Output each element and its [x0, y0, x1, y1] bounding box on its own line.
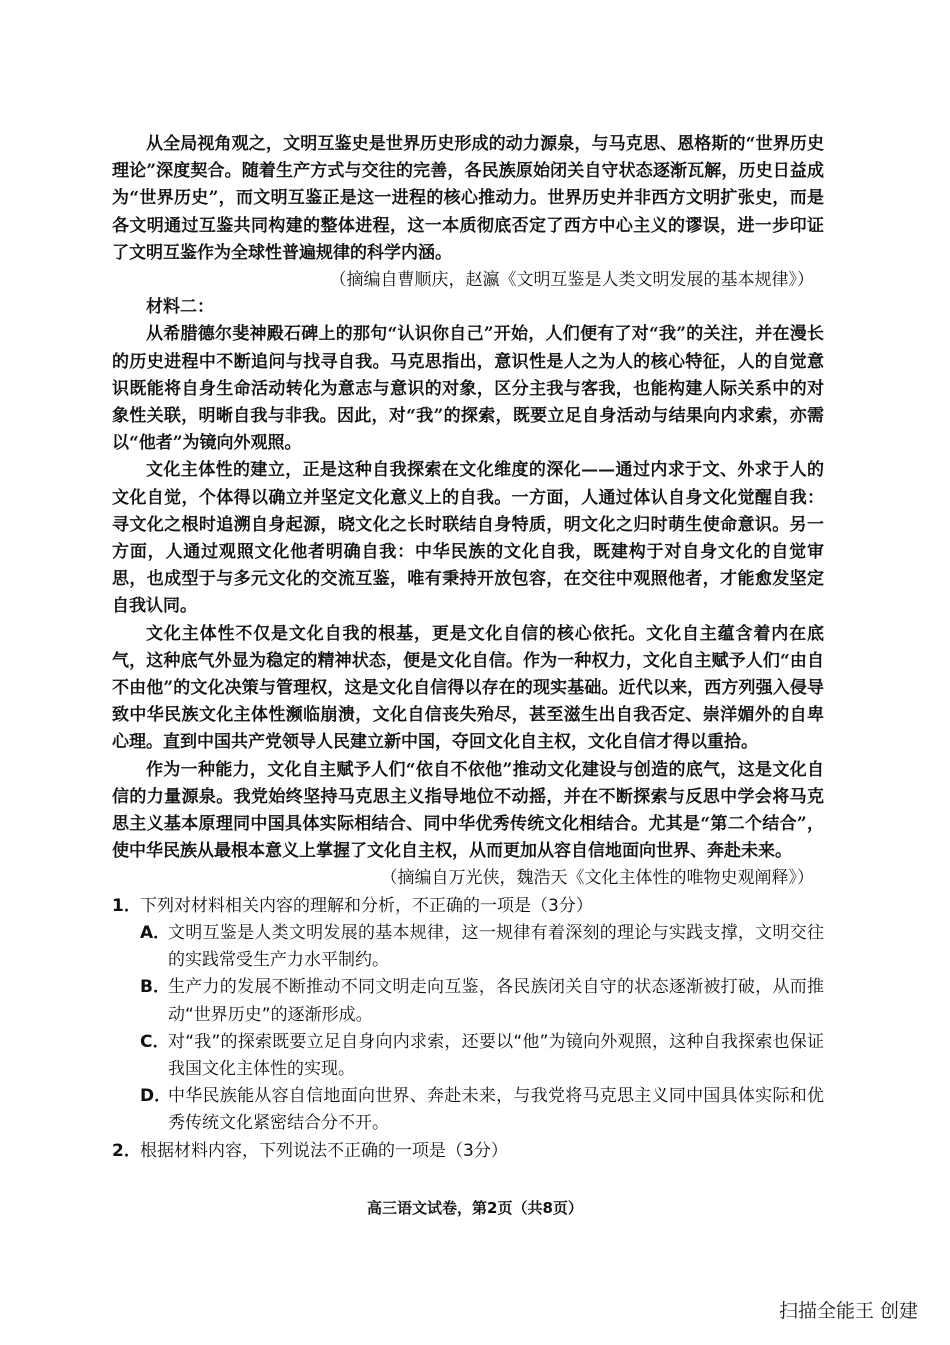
option-c-text: 对“我”的探索既要立足自身向内求索，还要以“他”为镜向外观照，这种自我探索也保证我国文化主体性的实现。 [168, 1031, 824, 1079]
question-1-number: 1． [112, 895, 141, 916]
question-1-option-a [112, 920, 824, 974]
option-b-text: 生产力的发展不断推动不同文明走向互鉴，各民族闭关自守的状态逐渐被打破，从而推动“世界历史”的逐渐形成。 [168, 977, 824, 1025]
option-d-label: D． [140, 1086, 172, 1107]
option-a-label: A． [140, 922, 171, 943]
question-2-number: 2． [112, 1140, 141, 1161]
question-1-stem: 下列对材料相关内容的理解和分析，不正确的一项是（3分） [140, 895, 593, 916]
question-1 [112, 893, 824, 920]
material-two-source: （摘编自万光侠，魏浩天《文化主体性的唯物史观阐释》） [380, 868, 814, 889]
material-two-paragraph-1: 从希腊德尔斐神殿石碑上的那句“认识你自己”开始，人们便有了对“我”的关注，并在漫长的历史进程中不断追问与找寻自我。马克思指出，意识性是人之为人的核心特征，人的自觉意识既能将自身生命活动转化为意志与意识的对象，区分主我与客我，也能构建人际关系中的对象性关联，明晰自我与非我。因此，对“我”的探索，既要立足自身活动与结果向内求索，亦需以“他者”为镜向外观照。 [112, 324, 824, 454]
question-2-stem: 根据材料内容，下列说法不正确的一项是（3分） [140, 1140, 508, 1161]
question-1-option-d [112, 1083, 824, 1137]
option-c-label: C． [140, 1031, 170, 1052]
material-two-paragraph-3: 文化主体性不仅是文化自我的根基，更是文化自信的核心依托。文化自主蕴含着内在底气，这种底气外显为稳定的精神状态，便是文化自信。作为一种权力，文化自主赋予人们“由自不由他”的文化决策与管理权，这是文化自信得以存在的现实基础。近代以来，西方列强入侵导致中华民族文化主体性濒临崩溃，文化自信丧失殆尽，甚至滋生出自我否定、崇洋媚外的自卑心理。直到中国共产党领导人民建立新中国，夺回文化自主权，文化自信才得以重拾。 [112, 623, 824, 753]
option-a-text: 文明互鉴是人类文明发展的基本规律，这一规律有着深刻的理论与实践支撑，文明交往的实践常受生产力水平制约。 [168, 922, 824, 971]
page-content [112, 131, 824, 1165]
material-two-paragraph-4: 作为一种能力，文化自主赋予人们“依自不依他”推动文化建设与创造的底气，这是文化自信的力量源泉。我党始终坚持马克思主义指导地位不动摇，并在不断探索与反思中学会将马克思主义基本原理同中国具体实际相结合、同中华优秀传统文化相结合。尤其是“第二个结合”，使中华民族从最根本意义上掌握了文化自主权，从而更加从容自信地面向世界、奔赴未来。 [112, 759, 824, 862]
option-d-text: 中华民族能从容自信地面向世界、奔赴未来，与我党将马克思主义同中国具体实际和优秀传统文化紧密结合分不开。 [168, 1086, 824, 1134]
question-1-option-b [112, 974, 824, 1028]
question-2 [112, 1138, 824, 1165]
material-two-paragraph-2: 文化主体性的建立，正是这种自我探索在文化维度的深化——通过内求于文、外求于人的文化自觉，个体得以确立并坚定文化意义上的自我。一方面，人通过体认自身文化觉醒自我：寻文化之根时追溯自身起源，晓文化之长时联结自身特质，明文化之归时萌生使命意识。另一方面，人通过观照文化他者明确自我：中华民族的文化自我，既建构于对自身文化的自觉审思，也成型于与多元文化的交流互鉴，唯有秉持开放包容，在交往中观照他者，才能愈发坚定自我认同。 [112, 460, 824, 617]
material-two-heading: 材料二： [146, 297, 214, 318]
material-one-source: （摘编自曹顺庆，赵瀛《文明互鉴是人类文明发展的基本规律》） [329, 270, 814, 291]
material-one-paragraph: 从全局视角观之，文明互鉴史是世界历史形成的动力源泉，与马克思、恩格斯的“世界历史理论”深度契合。随着生产方式与交往的完善，各民族原始闭关自守状态逐渐瓦解，历史日益成为“世界历史”，而文明互鉴正是这一进程的核心推动力。世界历史并非西方文明扩张史，而是各文明通过互鉴共同构建的整体进程，这一本质彻底否定了西方中心主义的谬误，进一步印证了文明互鉴作为全球性普遍规律的科学内涵。 [112, 134, 824, 263]
scanner-watermark: 扫描全能王 创建 [778, 1300, 918, 1322]
page-footer: 高三语文试卷，第2页（共8页） [367, 1199, 583, 1217]
option-b-label: B． [140, 977, 170, 998]
question-1-option-c [112, 1029, 824, 1083]
